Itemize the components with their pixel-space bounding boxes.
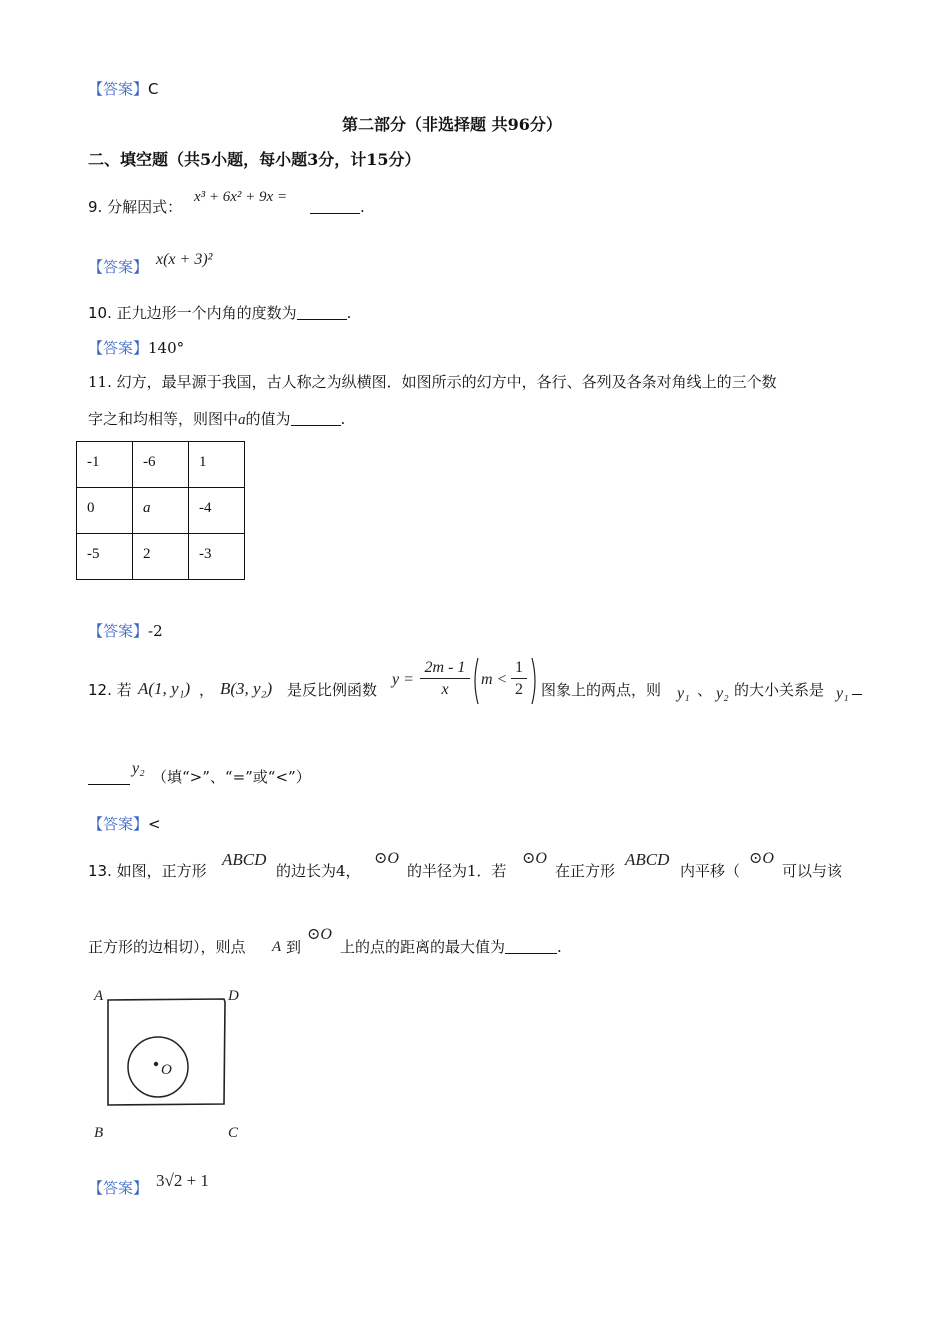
- q10-answer-row: [88, 341, 184, 356]
- label-d: D: [228, 988, 239, 1004]
- magic-square: [76, 441, 245, 580]
- q10-text: 正九边形一个内角的度数为: [116, 304, 297, 322]
- q12-text-rel: 的大小关系是: [734, 681, 825, 699]
- q13-circle-o: ⊙O: [374, 850, 399, 867]
- q12-y1-end: y₁: [836, 685, 849, 702]
- square-circle-figure: [88, 982, 258, 1144]
- q12-cond-m: m <: [481, 671, 508, 688]
- q13-text-1c: 的半径为1．若: [407, 862, 507, 880]
- fraction-denominator: x: [441, 681, 449, 698]
- center-o-dot: [154, 1062, 158, 1066]
- magic-square-row: [77, 488, 245, 534]
- fraction-denominator: 2: [515, 681, 523, 698]
- magic-cell: 0: [77, 488, 133, 534]
- q12-y2-line2: y₂: [132, 760, 145, 777]
- answer-blank: [88, 784, 130, 785]
- q9-answer: x(x + 3)²: [156, 251, 213, 268]
- q9-blank-row: [310, 200, 365, 215]
- answer-blank: [291, 425, 341, 426]
- q12-sep: 、: [697, 681, 713, 699]
- q10-period: .: [346, 304, 352, 322]
- q13-circle-o: ⊙O: [307, 926, 332, 943]
- q12-number: 12.: [88, 681, 112, 699]
- q9-question: [88, 200, 182, 215]
- q10-answer: 140°: [148, 339, 185, 357]
- q13-line1a: [88, 864, 207, 879]
- answer-mark: 【答案】: [88, 258, 149, 276]
- magic-cell: -6: [133, 442, 189, 488]
- q12-line1a: [88, 683, 132, 698]
- answer-blank: [297, 319, 347, 320]
- q8-answer-row: [88, 82, 159, 97]
- q12-text-ruo: 若: [116, 681, 132, 699]
- part-two-title: 第二部分（非选择题 共96分）: [342, 115, 562, 134]
- q9-number: 9.: [88, 198, 103, 216]
- label-b: B: [94, 1125, 104, 1141]
- answer-mark: 【答案】: [88, 622, 149, 640]
- q9-expression: x³ + 6x² + 9x =: [194, 189, 288, 205]
- q13-text-1d: 在正方形: [555, 862, 616, 880]
- q12-y1: y₁: [677, 685, 690, 702]
- q11-line1: [88, 375, 777, 390]
- magic-cell: -1: [77, 442, 133, 488]
- q12-y2: y₂: [716, 685, 729, 702]
- square-abcd: [108, 999, 225, 1105]
- q12-answer: <: [148, 815, 161, 833]
- q11-number: 11.: [88, 373, 112, 391]
- q12-point-a: A(1, y₁): [138, 679, 191, 698]
- q10-question: [88, 306, 351, 321]
- right-paren: [532, 658, 535, 704]
- magic-square-row: [77, 442, 245, 488]
- q9-period: .: [360, 198, 365, 216]
- fraction-numerator: 2m - 1: [420, 660, 470, 679]
- q13-text-2a: 正方形的边相切），则点: [88, 938, 246, 956]
- q13-point-a: A: [272, 939, 282, 955]
- q13-number: 13.: [88, 862, 112, 880]
- q11-answer: -2: [148, 622, 163, 640]
- q11-text-line2a: 字之和均相等，则图中: [88, 410, 239, 428]
- answer-blank: [505, 953, 557, 954]
- answer-mark: 【答案】: [88, 815, 149, 833]
- magic-cell: 2: [133, 534, 189, 580]
- q13-text-1b: 的边长为4，: [276, 862, 361, 880]
- answer-mark: 【答案】: [88, 339, 149, 357]
- q13-text-2c: [340, 940, 562, 955]
- q11-text-line1: 幻方，最早源于我国，古人称之为纵横图．如图所示的幻方中，各行、各列及各条对角线上的三个数: [116, 373, 777, 391]
- q12-answer-row: [88, 817, 161, 832]
- q12-function-fraction: [420, 660, 470, 698]
- label-o: O: [161, 1062, 172, 1078]
- q12-y-eq: y =: [392, 671, 414, 688]
- q11-var-a: a: [238, 412, 246, 428]
- answer-mark: 【答案】: [88, 1179, 149, 1197]
- magic-square-row: [77, 534, 245, 580]
- q9-text: 分解因式：: [107, 198, 183, 216]
- q13-answer: 3√2 + 1: [156, 1171, 209, 1190]
- q8-answer: C: [148, 80, 159, 98]
- q12-condition-fraction: [511, 660, 527, 698]
- q13-text-1f: 可以与该: [782, 862, 843, 880]
- fraction-numerator: 1: [511, 660, 527, 679]
- q13-text-2b: 到: [286, 938, 302, 956]
- q11-line2: [88, 412, 345, 428]
- section-two-title: 二、填空题（共5小题，每小题3分，计15分）: [88, 150, 421, 169]
- magic-cell: -5: [77, 534, 133, 580]
- label-c: C: [228, 1125, 239, 1141]
- q11-period: .: [340, 410, 346, 428]
- q13-text-2c-words: 上的点的距离的最大值为: [340, 938, 506, 956]
- answer-mark: 【答案】: [88, 80, 149, 98]
- q12-text-func: 是反比例函数: [287, 681, 378, 699]
- circle-o: [128, 1037, 188, 1097]
- magic-cell: 1: [189, 442, 245, 488]
- q13-period: .: [557, 938, 562, 956]
- q13-circle-o: ⊙O: [749, 850, 774, 867]
- answer-blank: [310, 213, 360, 214]
- q13-circle-o: ⊙O: [522, 850, 547, 867]
- q12-hint: （填“>”、“=”或“<”）: [152, 768, 311, 786]
- answer-blank-start: [852, 694, 862, 695]
- q10-number: 10.: [88, 304, 112, 322]
- magic-cell: -4: [189, 488, 245, 534]
- q13-abcd: ABCD: [625, 850, 670, 869]
- q9-answer-row: [88, 260, 148, 275]
- left-paren: [475, 658, 478, 704]
- q13-abcd: ABCD: [222, 850, 267, 869]
- q11-answer-row: [88, 624, 163, 639]
- q12-comma: ，: [199, 681, 215, 699]
- label-a: A: [94, 988, 104, 1004]
- magic-cell: -3: [189, 534, 245, 580]
- q12-point-b: B(3, y₂): [220, 679, 273, 698]
- q13-text-1a: 如图，正方形: [116, 862, 207, 880]
- magic-cell: a: [133, 488, 189, 534]
- q13-text-1e: 内平移（: [680, 862, 741, 880]
- q13-answer-row: [88, 1181, 148, 1196]
- q12-text-pts: 图象上的两点，则: [541, 681, 662, 699]
- q11-text-line2b: 的值为: [245, 410, 291, 428]
